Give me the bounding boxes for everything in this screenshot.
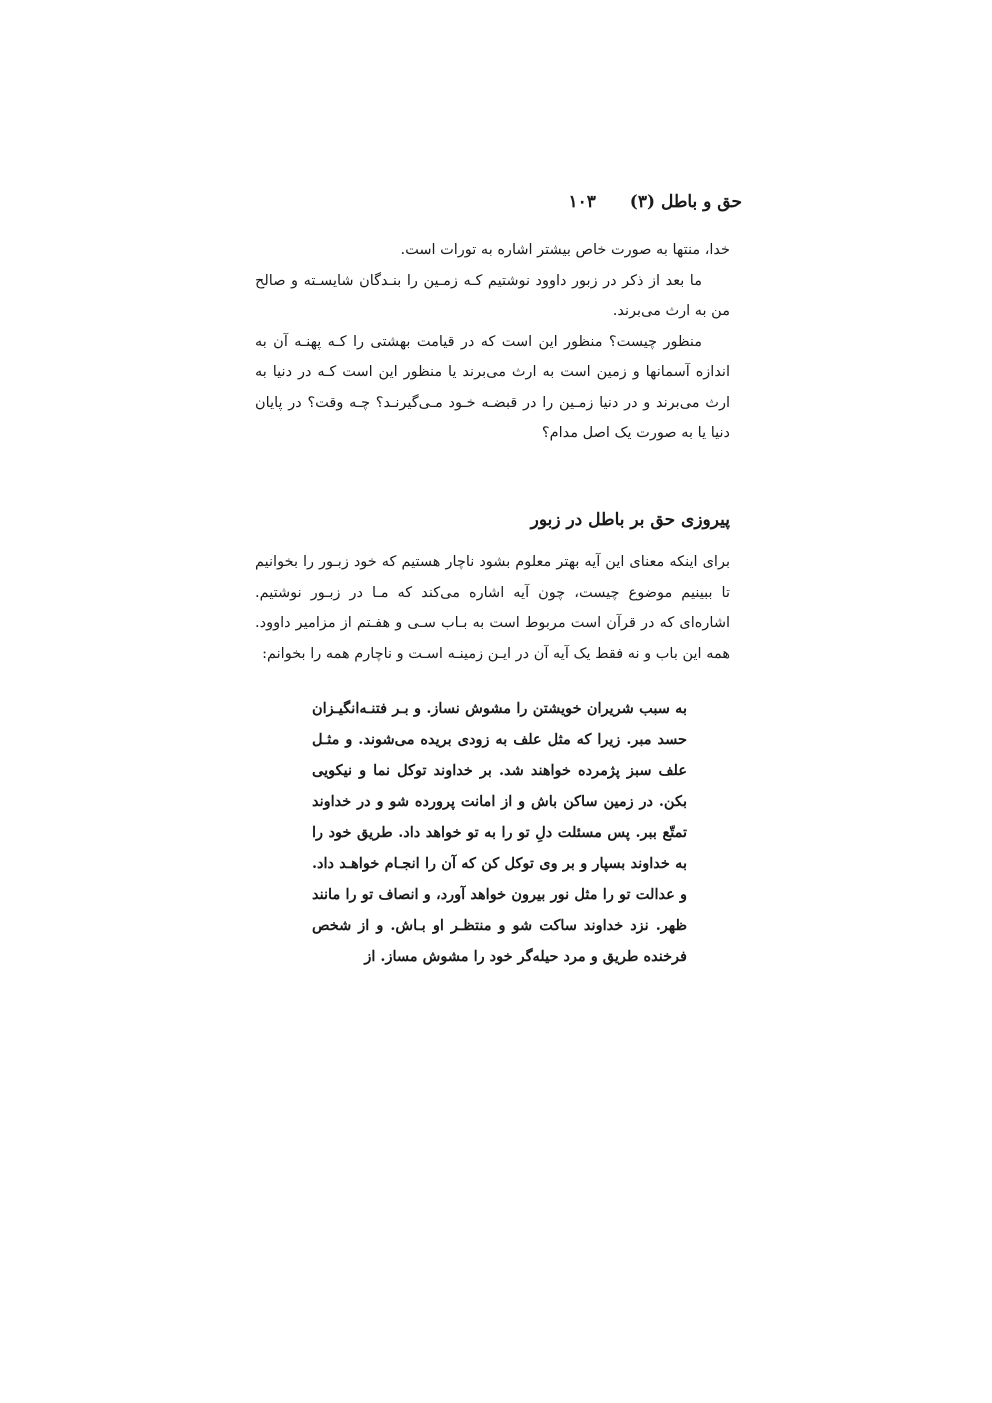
page-number: ۱۰۳ bbox=[568, 192, 596, 212]
paragraph-torah: خدا، منتها به صورت خاص بیشتر اشاره به تورات است. bbox=[400, 242, 730, 258]
paragraph-question: منظور چیست؟ منظور این است که در قیامت بهشتی را کـه پهنـه آن به اندازه آسمانها و زمین است به ارث می‌برند یا منظور این است کـه در دنیا به ارث می‌برند و در دنیا زمـین را در قبضـه خـود مـی‌گیرنـد؟ چـه وقت؟ در پایان دنیا یا به صورت یک اصل مدام؟ bbox=[255, 333, 730, 441]
running-header bbox=[242, 192, 742, 212]
section-heading: پیروزی حق بر باطل در زبور bbox=[530, 510, 730, 530]
chapter-title: حق و باطل (۳) bbox=[629, 192, 742, 212]
intro-text-block bbox=[255, 235, 730, 449]
section-paragraph: برای اینکه معنای این آیه بهتر معلوم بشود ناچار هستیم که خود زبـور را بخوانیم تا ببینیم موضوع چیست، چون آیه اشاره می‌کند که مـا در زبـور نوشتیم. اشاره‌ای که در قرآن است مربوط است به بـاب سـی و هفـتم از مزامیر داوود. همه این باب و نه فقط یک آیه آن در ایـن زمینـه اسـت و ناچارم همه را بخوانم: bbox=[255, 554, 730, 662]
section-text-block bbox=[255, 547, 730, 669]
psalm-quote: به سبب شریران خویشتن را مشوش نساز. و بـر فتنـه‌انگیـزان حسد مبر. زیرا که مثل علف به زودی بریده می‌شوند. و مثـل علف سبز پژمرده خواهند شد. بر خداوند توکل نما و نیکویی بکن. در زمین ساکن باش و از امانت پرورده شو و در خداوند تمتّع ببر. پس مسئلت دلِ تو را به تو خواهد داد. طریق خود را به خداوند بسپار و بر وی توکل کن که آن را انجـام خواهـد داد. و عدالت تو را مثل نور بیرون خواهد آورد، و انصاف تو را مانند ظهر. نزد خداوند ساکت شو و منتظـر او بـاش. و از شخص فرخنده طریق و مرد حیله‌گر خود را مشوش مساز. از bbox=[312, 700, 687, 965]
paragraph-zabur-verse: ما بعد از ذکر در زبور داوود نوشتیم کـه زمـین را بنـدگان شایسـته و صالح من به ارث می‌برند. bbox=[255, 272, 730, 319]
